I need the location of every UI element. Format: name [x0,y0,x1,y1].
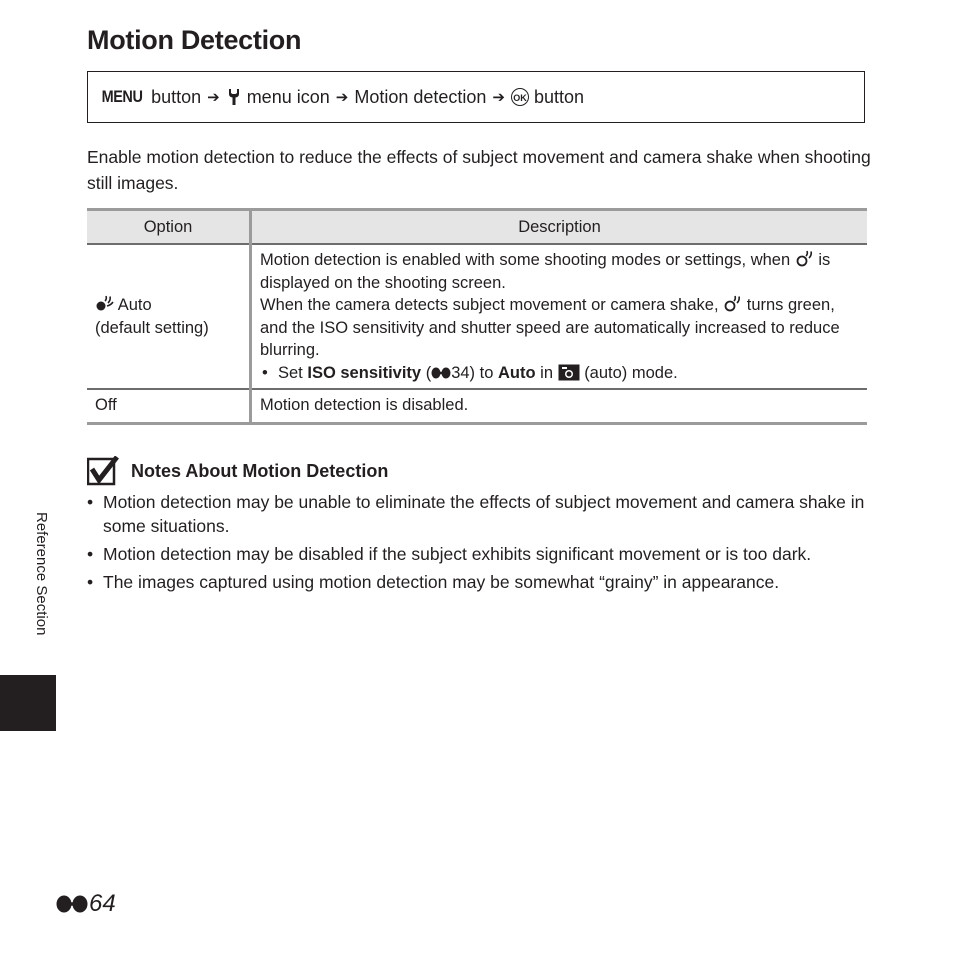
bullet-set: Set [278,363,303,382]
section-side-label: Reference Section [33,512,50,636]
option-cell: Off [87,389,251,423]
list-item: • Motion detection may be disabled if the subject exhibits significant movement or is too dark. [87,542,877,566]
table-row [87,244,867,389]
option-cell [87,244,251,389]
description-cell: Motion detection is disabled. [251,389,868,423]
bullet-ref: 34) to [451,363,494,382]
menu-path-menu-icon-text: menu icon [246,86,330,107]
list-item: • Motion detection may be unable to eliminate the effects of subject movement and camera shake in some situations. [87,490,877,538]
column-header-option: Option [87,210,251,245]
notes-list [87,490,877,598]
checkmark-icon [87,456,119,486]
option-auto-sub: (default setting) [95,318,209,337]
menu-path-button-text: button [151,86,202,107]
table-row [87,389,867,423]
menu-icon: MENU [101,87,143,106]
options-table [87,208,867,425]
intro-paragraph: Enable motion detection to reduce the effects of subject movement and camera shake when shooting still images. [87,147,871,193]
motion-detection-icon [795,250,814,267]
motion-detection-icon [723,295,742,312]
reference-icon [431,367,451,379]
arrow-icon: ➔ [207,89,220,106]
page-number-text: 64 [89,890,116,917]
desc-text: Motion detection is enabled with some shooting modes or settings, when [260,251,791,269]
arrow-icon: ➔ [492,89,505,106]
desc-text: is displayed on the shooting screen. [260,251,831,292]
auto-ref: Auto [497,363,536,382]
notes-heading-text: Notes About Motion Detection [131,460,389,481]
section-tab [0,675,56,731]
menu-path-box [87,71,865,123]
option-auto-label: Auto [117,296,152,314]
page-title: Motion Detection [87,25,302,55]
desc-text: turns green, and the ISO sensitivity and shutter speed are automatically increased to reduce blurring. [260,296,840,359]
reference-icon [56,895,88,913]
bullet-mode: (auto) mode. [584,363,678,382]
desc-text: When the camera detects subject movement or camera shake, [260,296,719,314]
ok-icon: OK [511,88,529,106]
paren: ( [425,363,432,382]
description-cell [251,244,868,389]
bullet-in: in [540,363,553,382]
notes-heading [87,456,388,486]
page-number [56,890,116,918]
list-item: • The images captured using motion detection may be somewhat “grainy” in appearance. [87,570,877,594]
menu-path-button-text-2: button [534,86,585,107]
camera-icon [558,364,580,381]
arrow-icon: ➔ [335,89,349,106]
column-header-description: Description [251,210,868,245]
desc-bullet [260,362,859,385]
wrench-icon [226,88,242,106]
menu-path-motion-detection: Motion detection [354,86,487,107]
motion-detection-icon [95,295,114,312]
iso-sensitivity-ref: ISO sensitivity [307,363,422,382]
